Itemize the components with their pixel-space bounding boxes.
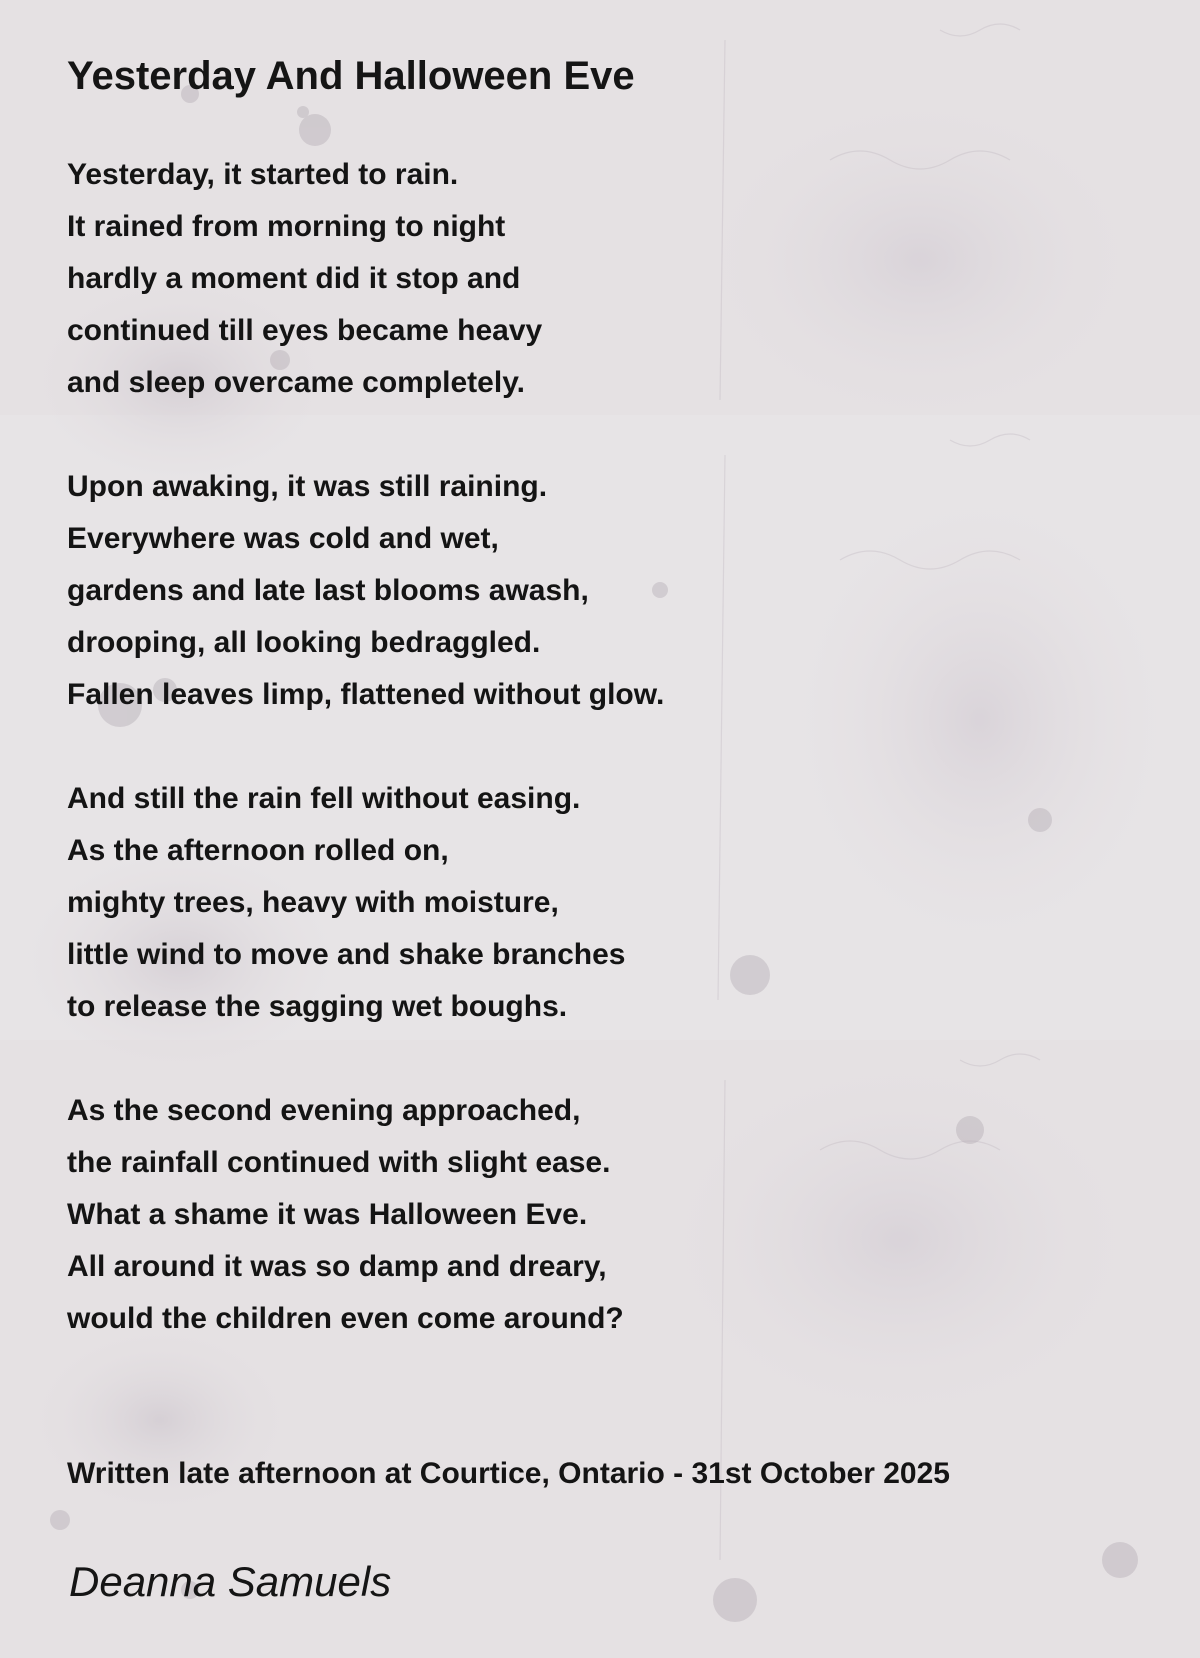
poem-line: the rainfall continued with slight ease. (67, 1146, 611, 1179)
stanza-2 (67, 461, 664, 721)
poem-line: As the afternoon rolled on, (67, 834, 449, 867)
poem-line: and sleep overcame completely. (67, 366, 525, 399)
stanza-3 (67, 773, 664, 1033)
stanza-4 (67, 1085, 664, 1345)
poem-line: What a shame it was Halloween Eve. (67, 1198, 588, 1231)
poem-line: little wind to move and shake branches (67, 938, 626, 971)
poem-line: hardly a moment did it stop and (67, 262, 521, 295)
poem-line: would the children even come around? (67, 1302, 624, 1335)
poem-line: mighty trees, heavy with moisture, (67, 886, 559, 919)
poem-title: Yesterday And Halloween Eve (67, 54, 635, 98)
poem-line: All around it was so damp and dreary, (67, 1250, 607, 1283)
poem-line: Yesterday, it started to rain. (67, 158, 459, 191)
poem-line: And still the rain fell without easing. (67, 782, 581, 815)
poem-line: gardens and late last blooms awash, (67, 574, 589, 607)
poem-line: Fallen leaves limp, flattened without glow. (67, 678, 665, 711)
poem-line: to release the sagging wet boughs. (67, 990, 568, 1023)
poem-line: continued till eyes became heavy (67, 314, 543, 347)
stanza-1 (67, 149, 664, 409)
poem-line: Upon awaking, it was still raining. (67, 470, 548, 503)
poem-author: Deanna Samuels (69, 1558, 392, 1605)
poem-line: Everywhere was cold and wet, (67, 522, 499, 555)
poem-line: It rained from morning to night (67, 210, 506, 243)
poem-line: drooping, all looking bedraggled. (67, 626, 541, 659)
poem-footnote: Written late afternoon at Courtice, Ontario - 31st October 2025 (67, 1457, 950, 1490)
poem-body (67, 149, 664, 1397)
poem-line: As the second evening approached, (67, 1094, 581, 1127)
